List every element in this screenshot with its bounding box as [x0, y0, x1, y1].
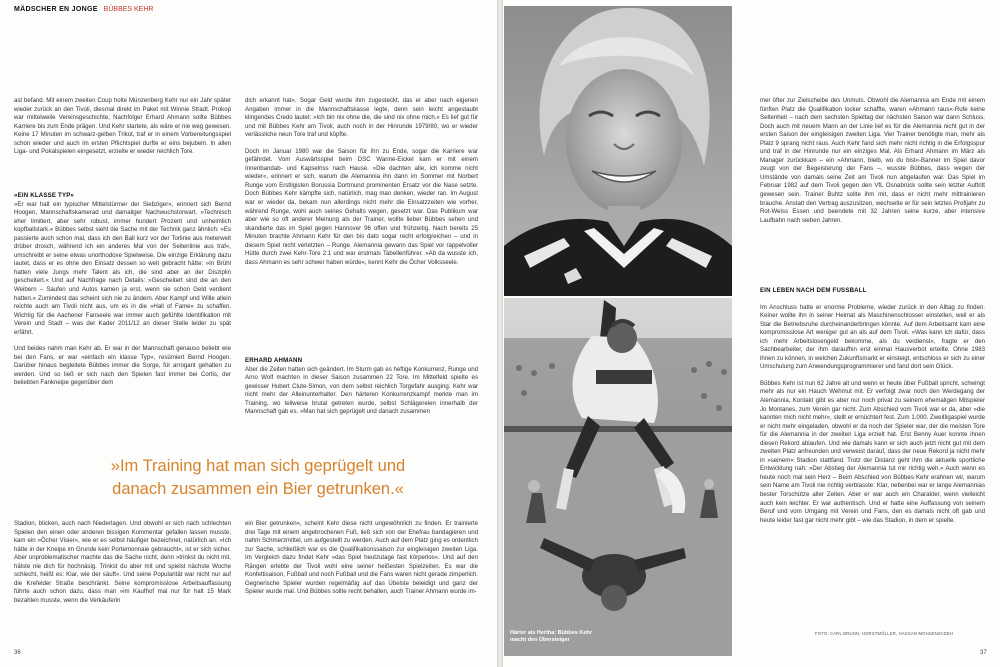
column-1c: [14, 520, 231, 642]
paragraph: Doch im Januar 1980 war die Saison für ihn zu Ende, sogar die Karriere war gefährdet. Vom Auswärtsspiel beim DSC Wanne-Eickel kam er mit einem Innenbandab- und Kapselriss nach Hause. »Die dachten alle, ich komme nicht wieder«, erinnert er sich, warum die Alemannia ihn dann im Sommer mit Norbert Runge vom Erstligisten Borussia Dortmund prominenten Ersatz vor die Nase setzte. Doch Bübbes Kehr kämpfte sich, natürlich, mag man denken, wieder ran. Im August war er wieder da, bekam nun allerdings nicht mehr die Einsatzzeiten wie vorher, während Runge, wohl auch seines Gehalts wegen, gesetzt war. Das Publikum war aber wie so oft anderer Meinung als der Trainer, wollte lieber Bübbes sehen und skandierte das im Spiel gegen Hannover 96 offen und frühzeitig. Nach bereits 25 Minuten brachte Ahmann Kehr für den bis dato sogar recht erfolgreichen – und in diesem Spiel nicht verletzten – Runge. Alemannia gewann das Spiel vor rappelvoller Hütte durch zwei Kehr-Tore 2:1 und war erstmals Tabellenführer. »Ab da wusste ich, dass Ahmann es sehr schwer haben würde«, kennt Kehr die Öcher Volksseele.: [245, 147, 478, 266]
paragraph: »Er war halt ein typischer Mittelstürmer der Siebziger«, erinnert sich Bernd Hoogen, Mannschaftskamerad und damaliger Nachwuchstorwart. »Technisch eher limitiert, aber sehr robust, immer hundert Prozent und unheimlich kopfballstark.« Bübbes selbst sieht die Sache mit der Technik ganz ähnlich: »Es passierte auch schon mal, dass ich den Ball kurz vor der Torlinie aus meterweit drüber drosch, während ich ein anderes Mal von der Seitenlinie aus traf«, umschreibt er seine etwas unorthodoxe Spielweise. Die einzige Erklärung dazu lautet, dass er es ohne den Einsatz dessen so weit gebracht hätte: »In Brühl hatten viele Jungs mehr Talent als ich, die sind aber an der Disziplin gescheitert.« Und auf Nachfrage nach Details: »Gescheitert sind die an den Weibern – Saufen und Autos kamen ja erst, wenn sie schon Geld verdient hatten.« Zumindest das scheint sich nie zu ändern. Aber Kampf und Wille allein reichte auch am Tivoli nicht aus, um es in die »Hall of Fame« zu schaffen. Wichtig für die Aachener Fanseele war immer auch gefühlte Identifikation mit Verein und Stadt – was der Kader 2011/12 an dieser Stelle leider zu spät erfährt.: [14, 200, 231, 336]
column-2a: [245, 97, 478, 342]
subhead-klasse-typ: »EIN KLASSE TYP«: [14, 192, 75, 199]
paragraph: Aber die Zeiten hatten sich geändert. Im Sturm gab es heftige Konkurrenz, Runge und Arno Wolf machten in dieser Saison zusammen 22 Tore. Im Mittelfeld spielte es gewisser Hubert Clute-Simon, von dem selbst reichlich Torgefahr ausging. Kehr war nicht mehr der Alleinunterhalter. Den härteren Konkurrenzkampf merkte man im Training, wo teilweise brutal getreten wurde, selbst Schlägereien innerhalb der Mannschaft gab es. »Man hat sich geprügelt und danach zusammen: [245, 365, 478, 416]
portrait-photo: [504, 6, 732, 296]
paragraph: Im Anschluss hatte er enorme Probleme, wieder zurück in den Alltag zu finden. Keiner wollte ihn in seiner Heimat als Maschinenschlosser einstellen, weil er als Star die Betriebsruhe durcheinanderbringen könnte. Auf dem Arbeitsamt kam eine kompromisslose Art weniger gut an als auf dem Tivoli. »Was kann ich dafür, dass ich mehr Arbeitslosengeld bekomme, als du verdienst«, fragte er den Sachbearbeiter, der ihm daraufhin erst einmal Hausverbot erteilte. Ohne 1983 ihnen zu können, in welchen Zukunftsmarkt er einsteigt, entschloss er sich zu einer Umschulung zum Anwendungsprogrammierer und fand dort sein Glück.: [760, 303, 985, 371]
paragraph: Und beides nahm man Kehr ab. Er war in der Mannschaft genauso beliebt wie bei den Fans, er war »einfach ein klasse Typ«, resümiert Bernd Hoogen. Darüber hinaus begleitete Bübbes immer die Sorge, für arrogant gehalten zu werden. Und so ließ er sich nach den Spielen fast immer bei Cortis, der beliebten Fankneipe gegenüber dem: [14, 345, 231, 387]
action-photo: [504, 298, 732, 656]
column-3a: [760, 97, 985, 287]
photo-credit: FOTO: CARL BRUNN, HORSTMÖLLER, HASSAN MOHSENZADEH: [815, 631, 954, 636]
paragraph: Bübbes Kehr ist nun 62 Jahre alt und wenn er heute über Fußball spricht, schwingt mehr als nur ein Hauch Wehmut mit. Er verfolgt zwar noch den Werdegang der Alemannia, Kontakt gibt es aber nur noch privat zu seinem ehemaligen Mitspieler Jo Montanes, zum Verein gar nicht. Zum Abschied vom Tivoli war er da, aber »die kannten mich nicht mehr«, stellt er ernüchtert fest. Zum 1.000. Zweitligaspiel wurde er nicht mehr eingeladen, obwohl er da noch der Spieler war, der die meisten Tore für die Alemannia in der zweiten Liga erzielt hat. Erst Benny Auer konnte ihnen diesen Rekord ablaufen. Und wie damals kann er sich auch jetzt nicht gut mit dem zweiten Platz anfreunden und verweist darauf, dass der neue Rekord ja nicht mehr in »seinem« Stadion stattfand. Trotz der Distanz geht ihm die aktuelle sportliche Entwicklung nah: »Der Abstieg der Alemannia tut mir richtig weh.« Auch wenn es heute noch mal sein Herz – Beim Abschied von Bübbes Kehr erahnen wir, warum sein Name am Tivoli nie richtig verblasste: Klar, nebenbei war er lange Alemannias bester Torschütze aller Zeiten. Aber er war auch ein Charakter, wenn vielleicht auch kein leichter. Er war authentisch. Und er hatte eine Auffassung von seinem Beruf und vom Umgang mit Verein und Fans, den es damals nicht oft gab und heute leider fast gar nicht mehr gibt – wie das Stadion, in dem er spielte.: [760, 379, 985, 524]
portrait-illustration: [504, 6, 732, 296]
section-title: MÄDSCHER EN JONGE: [14, 6, 98, 13]
action-illustration: [504, 298, 732, 656]
page-header: [14, 6, 153, 13]
paragraph: ast befand. Mit einem zweiten Coup holte Münzenberg Kehr nur ein Jahr später wieder zurück an den Tivoli, diesmal direkt im Paket mit Winnie Stradt. Prokop war mittelweile Vereinsgeschichte, Nachfolger Erhard Ahmann sollte Bübbes Karriere bis zum Ende prägen. Und Kehr startete, als wäre er nie weg gewesen. Keine 17 Minuten im schwarz-gelben Trikot, traf er in einem Vorbereitungsspiel schon wieder und auch im ersten Pflichtspiel durfte er eins bejubeln. In allen Liga- und Pokalspielen eingesetzt, erzielte er wieder reichlich Tore.: [14, 97, 231, 156]
subhead-ahmann: ERHARD AHMANN: [245, 357, 303, 364]
pull-quote-line-1: »Im Training hat man sich geprügelt und: [110, 457, 406, 475]
pull-quote: [38, 455, 478, 501]
paragraph: dich erkannt hat«. Sogar Geld wurde ihm zugesteckt, das er aber nach eigenen Angaben immer in die Mannschaftskasse legte, denn sein leicht angestaubt klingendes Credo lautet: »Ich bin nix ohne die, die sind nix ohne mich.« Es lief gut für und mit Bübbes Kehr am Tivoli, auch noch in der Hinrunde 1979/80, wo er wieder verlässliche neun Tore traf und köpfte.: [245, 97, 478, 139]
paragraph: Stadion, blicken, auch nach Niederlagen. Und obwohl er sich nach schlechten Spielen den einen oder anderen bissigen Kommentar gefallen lassen musste, kam ein »Öcher Visier«, wie er es selbst häufiger bezeichnet, natürlich an. »Ich hätte in der Kneipe im Grunde kein Portemonnaie gebraucht«, ist er sich sicher. Aber unproblematischer machte das die Sache nicht, denn »trinkst du nicht mit, hälste nie dich für hochnäsig. Trinkst du aber mit und spielst nächste Woche schlecht, heißt es: Klar, wie der säuft«. Und seine Popularität war nicht nur auf die Krefelder Straße beschränkt. Seine kompromisslose Arbeitsauffassung führte auch schon dazu, dass man »im Kaufhof mal nur für halt 15 Mark bezahlen musste, wenn die Verkäuferin: [14, 520, 231, 604]
column-2c: [245, 520, 478, 642]
pull-quote-line-2: danach zusammen ein Bier getrunken.«: [112, 480, 404, 498]
paragraph: ein Bier getrunken«, scheint Kehr diese nicht ungewöhnlich zu finden. Er trainierte drei Tage mit einem angebrochenen Fuß, ließ sich von der Ehefrau bandagieren und nahm Schmerzmittel, um aufgestellt zu werden. Auch auf dem Platz ging es ordentlich zur Sache, schließlich war es die Qualifikationssaison zur eingleisigen zweiten Liga. Im Vergleich dazu findet Kehr »das Spiel heutzutage fast körperlos«. Und auf den Rängen erlebte der Tivoli wohl eine seiner heißesten Spielzeiten. Es war die Konfettisaison, Fußball und noch Fußball und die Fans waren nicht gerade zimperlich. Gegnerische Spieler wurden regelmäßig auf das Übelste beleidigt und ganz der Spieler wurde mal. Und Bübbes sollte recht behalten, auch Trainer Ahmann wurde im-: [245, 520, 478, 596]
column-3b: [760, 287, 985, 629]
page-number-right: 37: [980, 650, 987, 656]
article-title: BÜBBES KEHR: [103, 6, 154, 13]
page-number-left: 36: [14, 650, 21, 656]
column-1a: [14, 97, 231, 187]
photo-caption: Härter als Hertha: Bübbes Kehr macht den Übersteiger: [510, 630, 592, 643]
subhead-leben: EIN LEBEN NACH DEM FUSSBALL: [760, 287, 867, 294]
left-page: [0, 0, 497, 667]
paragraph: mer öfter zur Zielscheibe des Unmuts. Obwohl die Alemannia am Ende mit einem fünften Platz die Qualifikation locker schaffte, waren »Ahmann raus«-Rufe keine Seltenheit – nach dem sechsten Spieltag der nächsten Saison war dann Schluss. Doch auch mit neuem Mann an der Linie lief es für die Alemannia nicht gut in der ersten Saison der eingleisigen zweiten Liga. Vier Trainer benötigte man, mehr als Platz 9 sprang nicht raus. Auch Kehr fand sich mehr nicht richtig in die Erfolgsspur und traf in der Hinrunde nur ein einziges Mal. Als Erhard Ahmann im März als Manager zurückkam – ein »Ahmann, bleib, wo du bist«-Banner im Spiel davor zeugt von der Begeisterung der Fans –, wusste Bübbes, dass wegen der Umstände von damals seine Zeit am Tivoli nun abgelaufen war. Das Spiel im Februar 1982 auf dem Tivoli gegen den VfL Osnabrück sollte sein letzter Auftritt gewesen sein. Trainer Buhtz sollte ihm mit, dass er nicht mehr mittrainieren brauche. Anstatt den Vertrag auszusitzen, wechselte er für sein letztes Profijahr zu Rot-Weiss Essen und beendete mit 32 Jahren seine kurze, aber intensive Laufbahn nach sieben Jahren.: [760, 97, 985, 224]
column-1b: [14, 192, 231, 442]
column-2b: [245, 357, 478, 445]
